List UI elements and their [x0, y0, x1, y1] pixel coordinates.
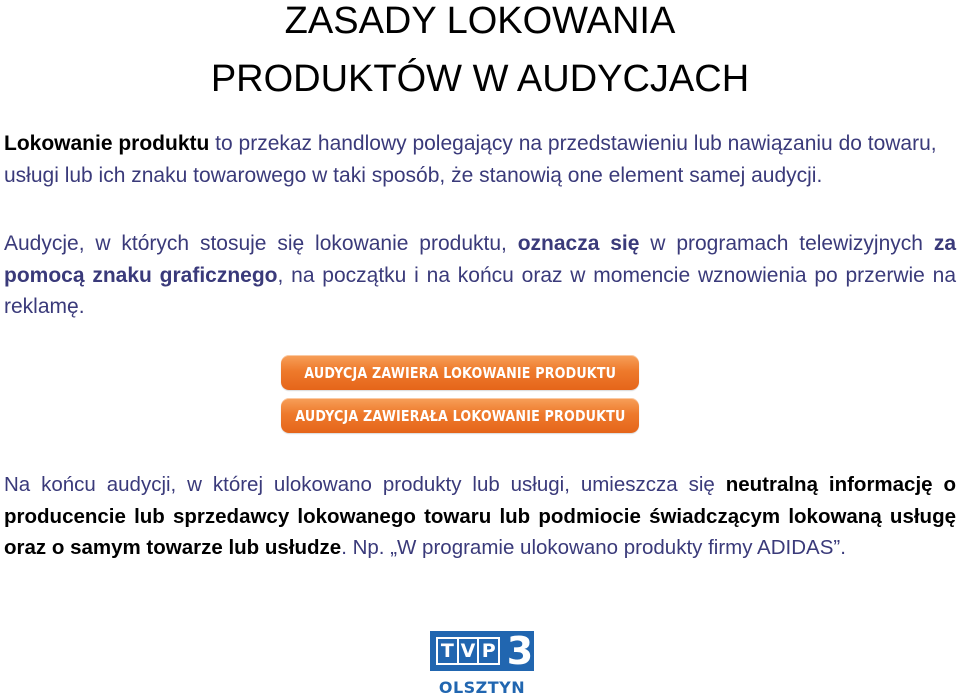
tvp-letter-v: V: [459, 639, 480, 663]
placement-banner-contained-label: AUDYCJA ZAWIERAŁA LOKOWANIE PRODUKTU: [294, 406, 626, 425]
marking-bold-2: za pomocą znaku graficznego: [4, 232, 956, 287]
definition-paragraph: [4, 128, 956, 191]
placement-banner-contained: [281, 398, 639, 433]
definition-term: Lokowanie produktu: [4, 132, 210, 155]
tvp-channel-number: 3: [506, 629, 534, 673]
tvp3-logo-box: [430, 631, 534, 671]
marking-text-3: , na początku i na końcu oraz w momencie wznowienia po przerwie na reklamę.: [4, 263, 957, 318]
definition-text: to przekaz handlowy polegający na przedstawieniu lub nawiązaniu do towaru, usługi lub ich znaku towarowego w taki sposób, że stanowią one element samej audycji.: [4, 132, 937, 187]
tvp-city-label: OLSZTYN: [438, 678, 526, 697]
slide-title-line-2: PRODUKTÓW W AUDYCJACH: [210, 58, 750, 100]
tvp-letters: [436, 637, 500, 665]
tvp-letter-t: T: [438, 639, 459, 663]
marking-text-2: w programach telewizyjnych: [639, 232, 934, 255]
tvp-letter-p: P: [481, 640, 496, 662]
placement-banner-contains-label: AUDYCJA ZAWIERA LOKOWANIE PRODUKTU: [304, 363, 616, 382]
end-info-text-1: Na końcu audycji, w której ulokowano produkty lub usługi, umieszcza się: [4, 473, 726, 496]
placement-banner-contains: [281, 355, 639, 390]
end-info-text-2: . Np. „W programie ulokowano produkty firmy ADIDAS”.: [341, 536, 846, 559]
slide-title-line-1: ZASADY LOKOWANIA: [284, 0, 676, 42]
end-info-bold: neutralną informację o producencie lub sprzedawcy lokowanego towaru lub podmiocie świadczącym lokowaną usługę oraz o samym towarze lub usłudze: [4, 473, 956, 559]
marking-bold-1: oznacza się: [517, 232, 640, 255]
marking-text-1: Audycje, w których stosuje się lokowanie produktu,: [4, 232, 518, 255]
marking-paragraph: [4, 228, 956, 323]
tvp3-olsztyn-logo: [430, 631, 534, 698]
end-info-paragraph: [4, 469, 956, 564]
